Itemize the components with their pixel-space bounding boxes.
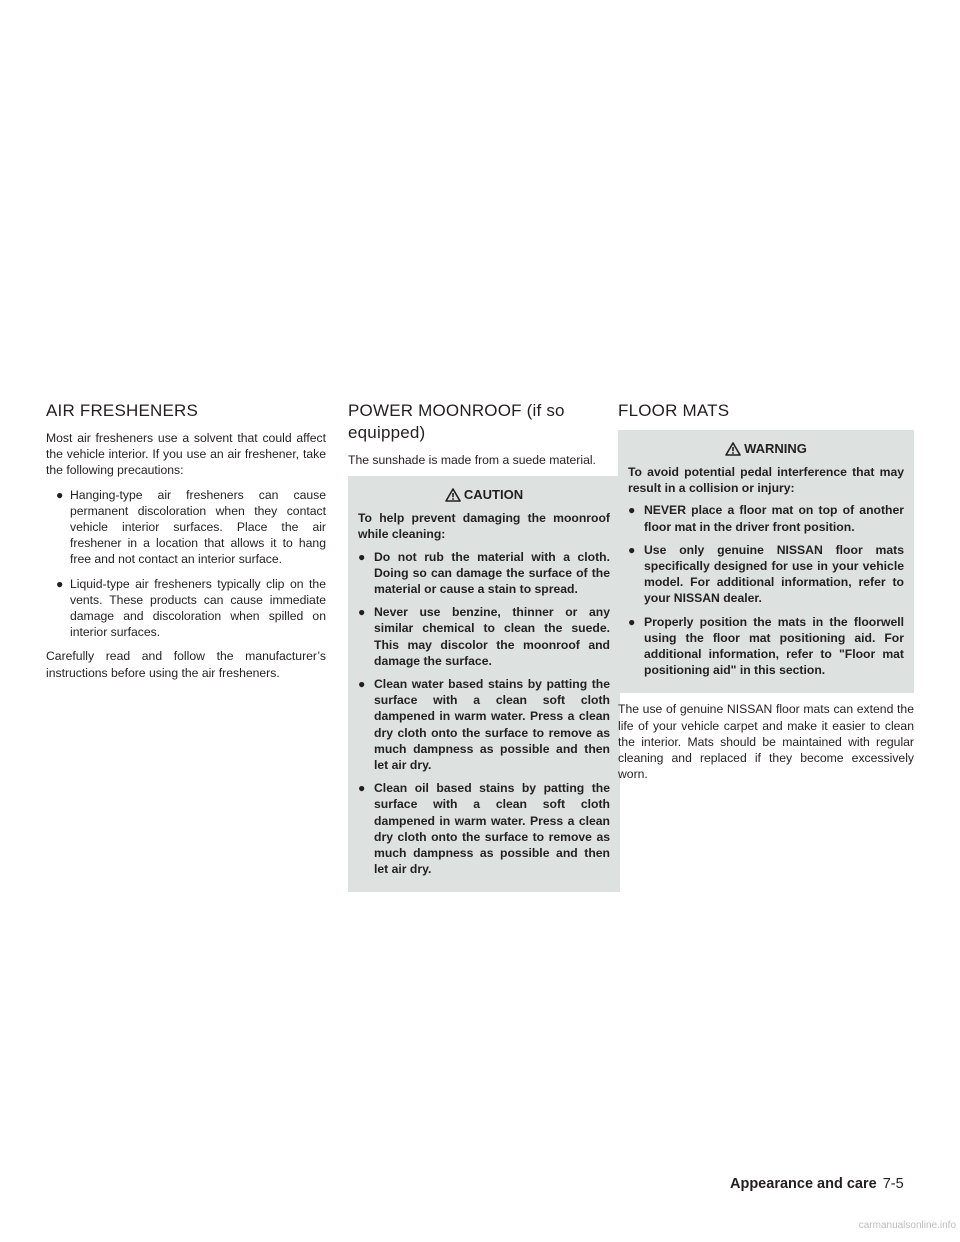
caution-label: CAUTION xyxy=(463,487,524,503)
bullet-icon: ● xyxy=(358,781,366,796)
warning-list xyxy=(628,502,904,678)
warning-intro: To avoid potential pedal interference that may result in a collision or injury: xyxy=(628,465,904,496)
page-number: 7-5 xyxy=(882,1176,904,1192)
heading-air-fresheners: AIR FRESHENERS xyxy=(46,401,199,420)
list-item: ● Hanging-type air fresheners can cause permanent discoloration when they contact vehicle interior surfaces. Place the air freshener in a location that allows it to hang free and not contact an interior surface. xyxy=(56,487,326,567)
list-item: ● Liquid-type air fresheners typically clip on the vents. These products can cause immediate damage and discoloration when spilled on interior surfaces. xyxy=(56,576,326,640)
heading-floor-mats: FLOOR MATS xyxy=(618,401,730,420)
page-footer xyxy=(730,1176,920,1192)
caution-box xyxy=(348,476,620,892)
caution-intro: To help prevent damaging the moonroof while cleaning: xyxy=(358,511,610,542)
bullet-icon: ● xyxy=(358,549,366,564)
warning-box xyxy=(618,430,914,693)
warning-label: WARNING xyxy=(744,441,807,456)
bullet-icon: ● xyxy=(628,614,636,629)
column-moonroof xyxy=(348,400,620,900)
list-item: ● Clean oil based stains by patting the surface with a clean soft cloth dampened in warm water. Press a clean dry cloth onto the surface to remove as much dampness as possible and then let air dry. xyxy=(358,781,610,877)
footer-section-title: Appearance and care xyxy=(730,1176,877,1192)
air-fresheners-list xyxy=(46,487,326,641)
caution-warning-icon xyxy=(445,488,461,502)
watermark: carmanualsonline.info xyxy=(858,1220,956,1231)
caution-header xyxy=(358,486,610,504)
bullet-icon: ● xyxy=(628,542,636,557)
air-fresheners-closing: Carefully read and follow the manufacturer’s instructions before using the air fresheners. xyxy=(46,649,326,680)
bullet-icon: ● xyxy=(358,677,366,692)
list-item: ● Properly position the mats in the floorwell using the floor mat positioning aid. For additional information, refer to "Floor mat positioning aid" in this section. xyxy=(628,614,904,678)
list-item: ● Do not rub the material with a cloth. Doing so can damage the surface of the material or cause a stain to spread. xyxy=(358,549,610,597)
moonroof-intro: The sunshade is made from a suede material. xyxy=(348,453,596,467)
bullet-icon: ● xyxy=(56,487,64,502)
bullet-icon: ● xyxy=(56,576,64,591)
heading-moonroof: POWER MOONROOF (if so equipped) xyxy=(348,401,565,442)
bullet-icon: ● xyxy=(628,503,636,518)
air-fresheners-intro: Most air fresheners use a solvent that could affect the vehicle interior. If you use an air freshener, take the following precautions: xyxy=(46,431,326,478)
column-floor-mats xyxy=(618,400,914,790)
column-air-fresheners xyxy=(46,400,326,689)
bullet-icon: ● xyxy=(358,605,366,620)
floor-mats-body: The use of genuine NISSAN floor mats can extend the life of your vehicle carpet and make it easier to clean the interior. Mats should be maintained with regular cleaning and replaced if they become excessively worn. xyxy=(618,702,914,782)
list-item: ● Use only genuine NISSAN floor mats specifically designed for use in your vehicle model. For additional information, refer to your NISSAN dealer. xyxy=(628,542,904,606)
list-item: ● NEVER place a floor mat on top of another floor mat in the driver front position. xyxy=(628,503,904,534)
warning-header xyxy=(628,440,904,458)
list-item: ● Never use benzine, thinner or any similar chemical to clean the suede. This may discolor the moonroof and damage the surface. xyxy=(358,605,610,668)
caution-list xyxy=(358,549,610,878)
warning-icon xyxy=(725,442,741,456)
list-item: ● Clean water based stains by patting the surface with a clean soft cloth dampened in warm water. Press a clean dry cloth onto the surface to remove as much dampness as possible and then let air dry. xyxy=(358,677,610,773)
